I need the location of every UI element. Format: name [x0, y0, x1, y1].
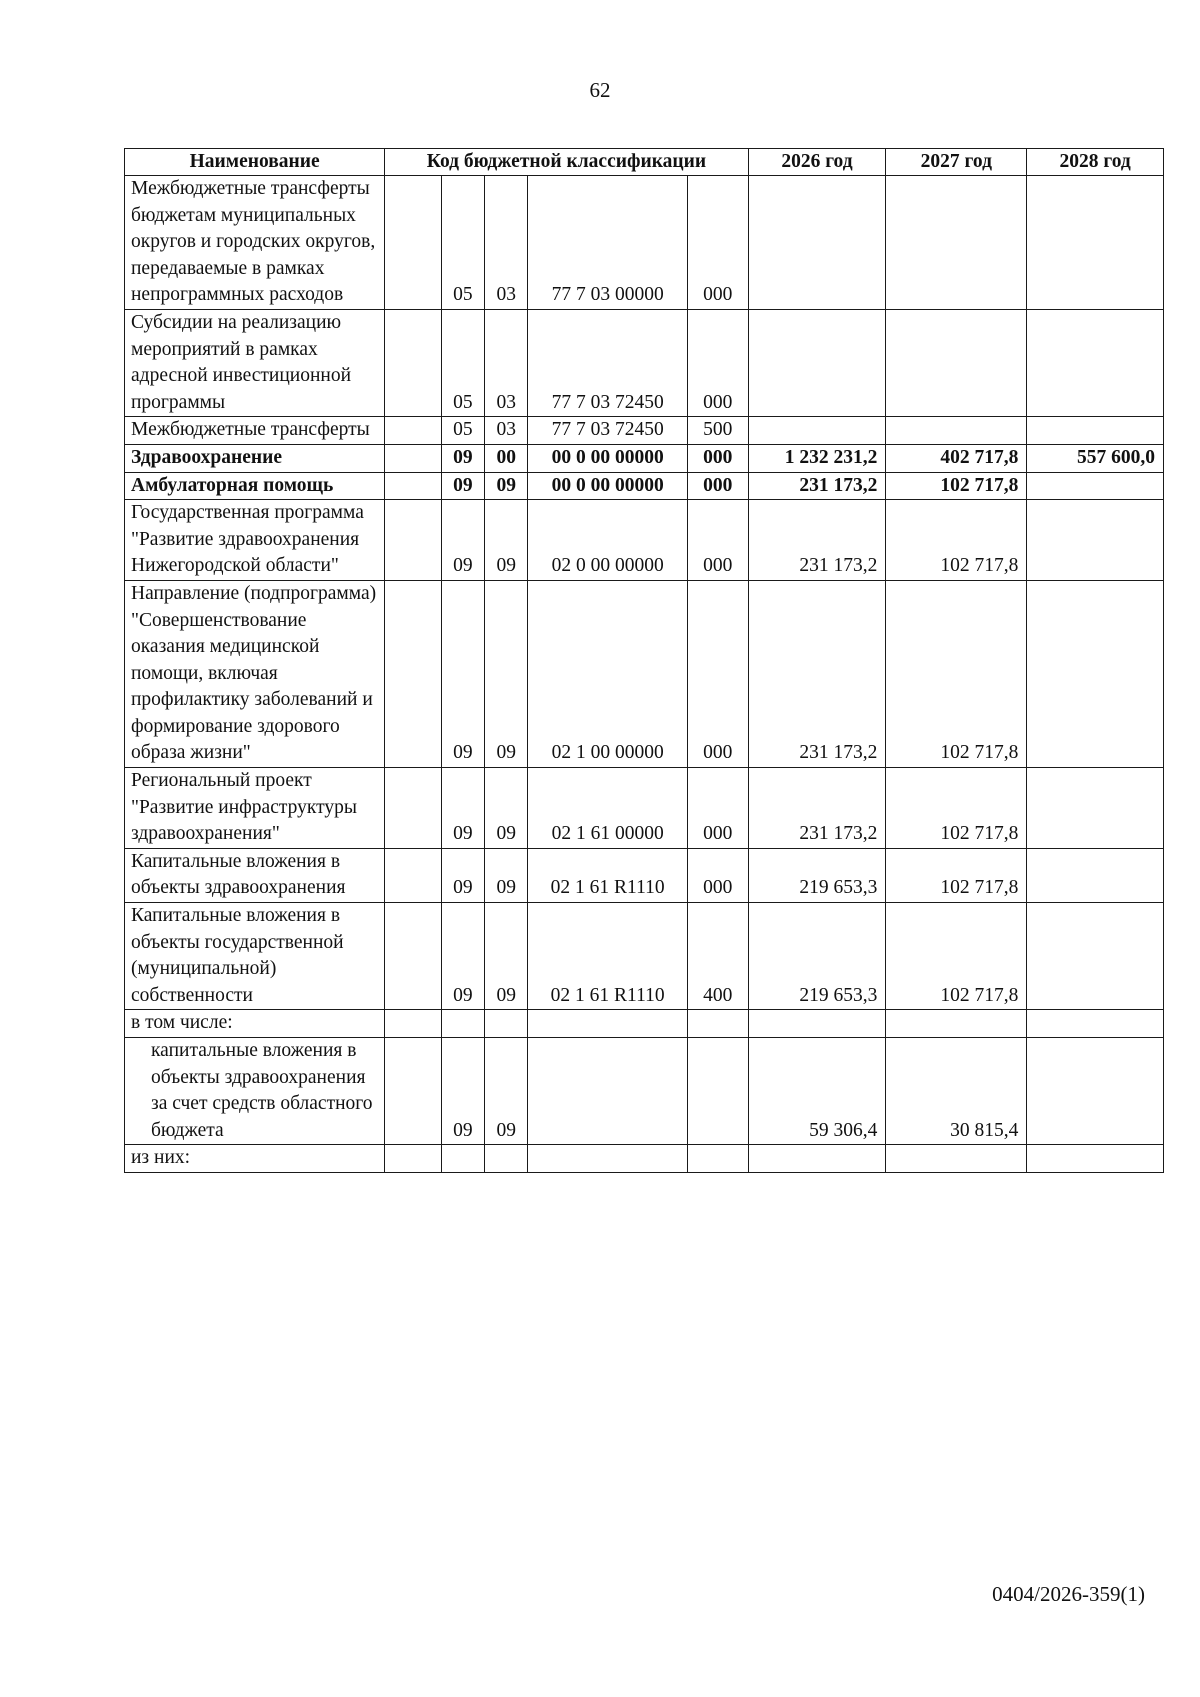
row-value-2026: 59 306,4	[748, 1038, 886, 1145]
table-row	[125, 500, 1164, 581]
row-value-2028	[1027, 1010, 1164, 1038]
row-code-type	[687, 1038, 748, 1145]
row-code-target	[528, 1038, 687, 1145]
row-code-part1	[385, 444, 441, 472]
row-code-type: 000	[687, 848, 748, 902]
row-code-type: 500	[687, 417, 748, 445]
row-name: Государственная программа "Развитие здравоохранения Нижегородской области"	[125, 500, 385, 581]
row-name: Амбулаторная помощь	[125, 472, 385, 500]
row-value-2026: 231 173,2	[748, 472, 886, 500]
row-code-subsection	[485, 1145, 528, 1173]
row-code-type: 400	[687, 903, 748, 1010]
row-code-target: 02 1 00 00000	[528, 580, 687, 767]
header-name: Наименование	[125, 149, 385, 176]
row-value-2027: 102 717,8	[886, 472, 1027, 500]
row-code-part1	[385, 472, 441, 500]
row-code-target: 00 0 00 00000	[528, 472, 687, 500]
row-code-section: 09	[441, 500, 484, 581]
row-code-section: 09	[441, 444, 484, 472]
row-value-2027: 102 717,8	[886, 500, 1027, 581]
row-code-part1	[385, 417, 441, 445]
row-code-subsection: 09	[485, 768, 528, 849]
row-value-2028	[1027, 1145, 1164, 1173]
row-name: Капитальные вложения в объекты государственной (муниципальной) собственности	[125, 903, 385, 1010]
row-code-type	[687, 1145, 748, 1173]
row-value-2026	[748, 309, 886, 416]
header-2027: 2027 год	[886, 149, 1027, 176]
row-value-2028	[1027, 903, 1164, 1010]
table-row	[125, 768, 1164, 849]
row-code-subsection: 09	[485, 1038, 528, 1145]
row-code-part1	[385, 500, 441, 581]
table-row	[125, 417, 1164, 445]
row-code-subsection: 03	[485, 176, 528, 310]
row-code-section: 05	[441, 417, 484, 445]
table-row-subtotal	[125, 472, 1164, 500]
row-code-subsection: 00	[485, 444, 528, 472]
row-code-part1	[385, 1145, 441, 1173]
row-code-part1	[385, 768, 441, 849]
row-code-part1	[385, 176, 441, 310]
row-value-2028	[1027, 309, 1164, 416]
row-code-target: 77 7 03 72450	[528, 417, 687, 445]
row-value-2028	[1027, 768, 1164, 849]
row-value-2028	[1027, 580, 1164, 767]
row-value-2028	[1027, 472, 1164, 500]
table-row	[125, 1038, 1164, 1145]
row-code-target: 02 1 61 00000	[528, 768, 687, 849]
row-code-section: 09	[441, 472, 484, 500]
row-value-2028	[1027, 1038, 1164, 1145]
row-value-2026	[748, 1145, 886, 1173]
row-name: в том числе:	[125, 1010, 385, 1038]
row-code-target: 02 1 61 R1110	[528, 848, 687, 902]
row-code-type: 000	[687, 444, 748, 472]
row-code-target	[528, 1010, 687, 1038]
row-code-section: 09	[441, 580, 484, 767]
row-value-2027	[886, 417, 1027, 445]
row-value-2027	[886, 176, 1027, 310]
row-code-subsection: 03	[485, 309, 528, 416]
table-row	[125, 580, 1164, 767]
row-code-type: 000	[687, 309, 748, 416]
row-code-target: 77 7 03 00000	[528, 176, 687, 310]
row-name: Межбюджетные трансферты бюджетам муниципальных округов и городских округов, передаваемые в рамках непрограммных расходов	[125, 176, 385, 310]
table-row	[125, 1145, 1164, 1173]
row-code-part1	[385, 848, 441, 902]
row-value-2027: 30 815,4	[886, 1038, 1027, 1145]
row-value-2027: 102 717,8	[886, 848, 1027, 902]
table-row	[125, 848, 1164, 902]
row-name: Межбюджетные трансферты	[125, 417, 385, 445]
row-code-section: 09	[441, 848, 484, 902]
header-2028: 2028 год	[1027, 149, 1164, 176]
row-code-section	[441, 1010, 484, 1038]
row-code-section: 05	[441, 176, 484, 310]
table-row	[125, 176, 1164, 310]
row-code-type: 000	[687, 768, 748, 849]
row-code-target: 02 1 61 R1110	[528, 903, 687, 1010]
row-value-2027	[886, 309, 1027, 416]
row-code-type	[687, 1010, 748, 1038]
row-code-section: 09	[441, 1038, 484, 1145]
row-code-subsection: 03	[485, 417, 528, 445]
row-value-2026	[748, 1010, 886, 1038]
table-row	[125, 309, 1164, 416]
row-value-2027: 102 717,8	[886, 580, 1027, 767]
row-code-type: 000	[687, 500, 748, 581]
page-number: 62	[589, 78, 611, 102]
row-code-section	[441, 1145, 484, 1173]
row-code-type: 000	[687, 176, 748, 310]
row-value-2026: 231 173,2	[748, 500, 886, 581]
row-value-2028	[1027, 848, 1164, 902]
row-name: Направление (подпрограмма) "Совершенствование оказания медицинской помощи, включая профилактику заболеваний и формирование здорового образа жизни"	[125, 580, 385, 767]
row-name: из них:	[125, 1145, 385, 1173]
row-code-target	[528, 1145, 687, 1173]
row-value-2028	[1027, 417, 1164, 445]
row-code-section: 09	[441, 768, 484, 849]
table-row	[125, 903, 1164, 1010]
header-code: Код бюджетной классификации	[385, 149, 748, 176]
row-code-subsection: 09	[485, 903, 528, 1010]
header-2026: 2026 год	[748, 149, 886, 176]
row-value-2027: 402 717,8	[886, 444, 1027, 472]
row-name: Региональный проект "Развитие инфраструктуры здравоохранения"	[125, 768, 385, 849]
table-row	[125, 1010, 1164, 1038]
row-code-subsection: 09	[485, 472, 528, 500]
row-value-2026: 231 173,2	[748, 580, 886, 767]
row-code-target: 77 7 03 72450	[528, 309, 687, 416]
row-code-subsection: 09	[485, 848, 528, 902]
row-value-2027	[886, 1010, 1027, 1038]
budget-table	[124, 148, 1164, 1173]
table-header-row	[125, 149, 1164, 176]
row-code-target: 00 0 00 00000	[528, 444, 687, 472]
row-code-part1	[385, 903, 441, 1010]
row-code-subsection	[485, 1010, 528, 1038]
table-row-total	[125, 444, 1164, 472]
document-code: 0404/2026-359(1)	[992, 1582, 1145, 1606]
row-value-2028: 557 600,0	[1027, 444, 1164, 472]
row-value-2026	[748, 176, 886, 310]
row-value-2027	[886, 1145, 1027, 1173]
row-name: Здравоохранение	[125, 444, 385, 472]
row-value-2026: 1 232 231,2	[748, 444, 886, 472]
row-value-2026: 219 653,3	[748, 903, 886, 1010]
row-code-subsection: 09	[485, 580, 528, 767]
row-code-subsection: 09	[485, 500, 528, 581]
row-value-2027: 102 717,8	[886, 903, 1027, 1010]
row-code-section: 09	[441, 903, 484, 1010]
row-value-2026	[748, 417, 886, 445]
row-code-part1	[385, 1038, 441, 1145]
row-code-target: 02 0 00 00000	[528, 500, 687, 581]
row-value-2027: 102 717,8	[886, 768, 1027, 849]
row-code-part1	[385, 580, 441, 767]
row-code-part1	[385, 1010, 441, 1038]
row-name: капитальные вложения в объекты здравоохранения за счет средств областного бюджета	[125, 1038, 385, 1145]
row-code-type: 000	[687, 472, 748, 500]
row-name: Капитальные вложения в объекты здравоохранения	[125, 848, 385, 902]
row-code-section: 05	[441, 309, 484, 416]
row-value-2028	[1027, 500, 1164, 581]
row-value-2026: 219 653,3	[748, 848, 886, 902]
row-name: Субсидии на реализацию мероприятий в рамках адресной инвестиционной программы	[125, 309, 385, 416]
row-code-type: 000	[687, 580, 748, 767]
row-code-part1	[385, 309, 441, 416]
row-value-2026: 231 173,2	[748, 768, 886, 849]
row-value-2028	[1027, 176, 1164, 310]
